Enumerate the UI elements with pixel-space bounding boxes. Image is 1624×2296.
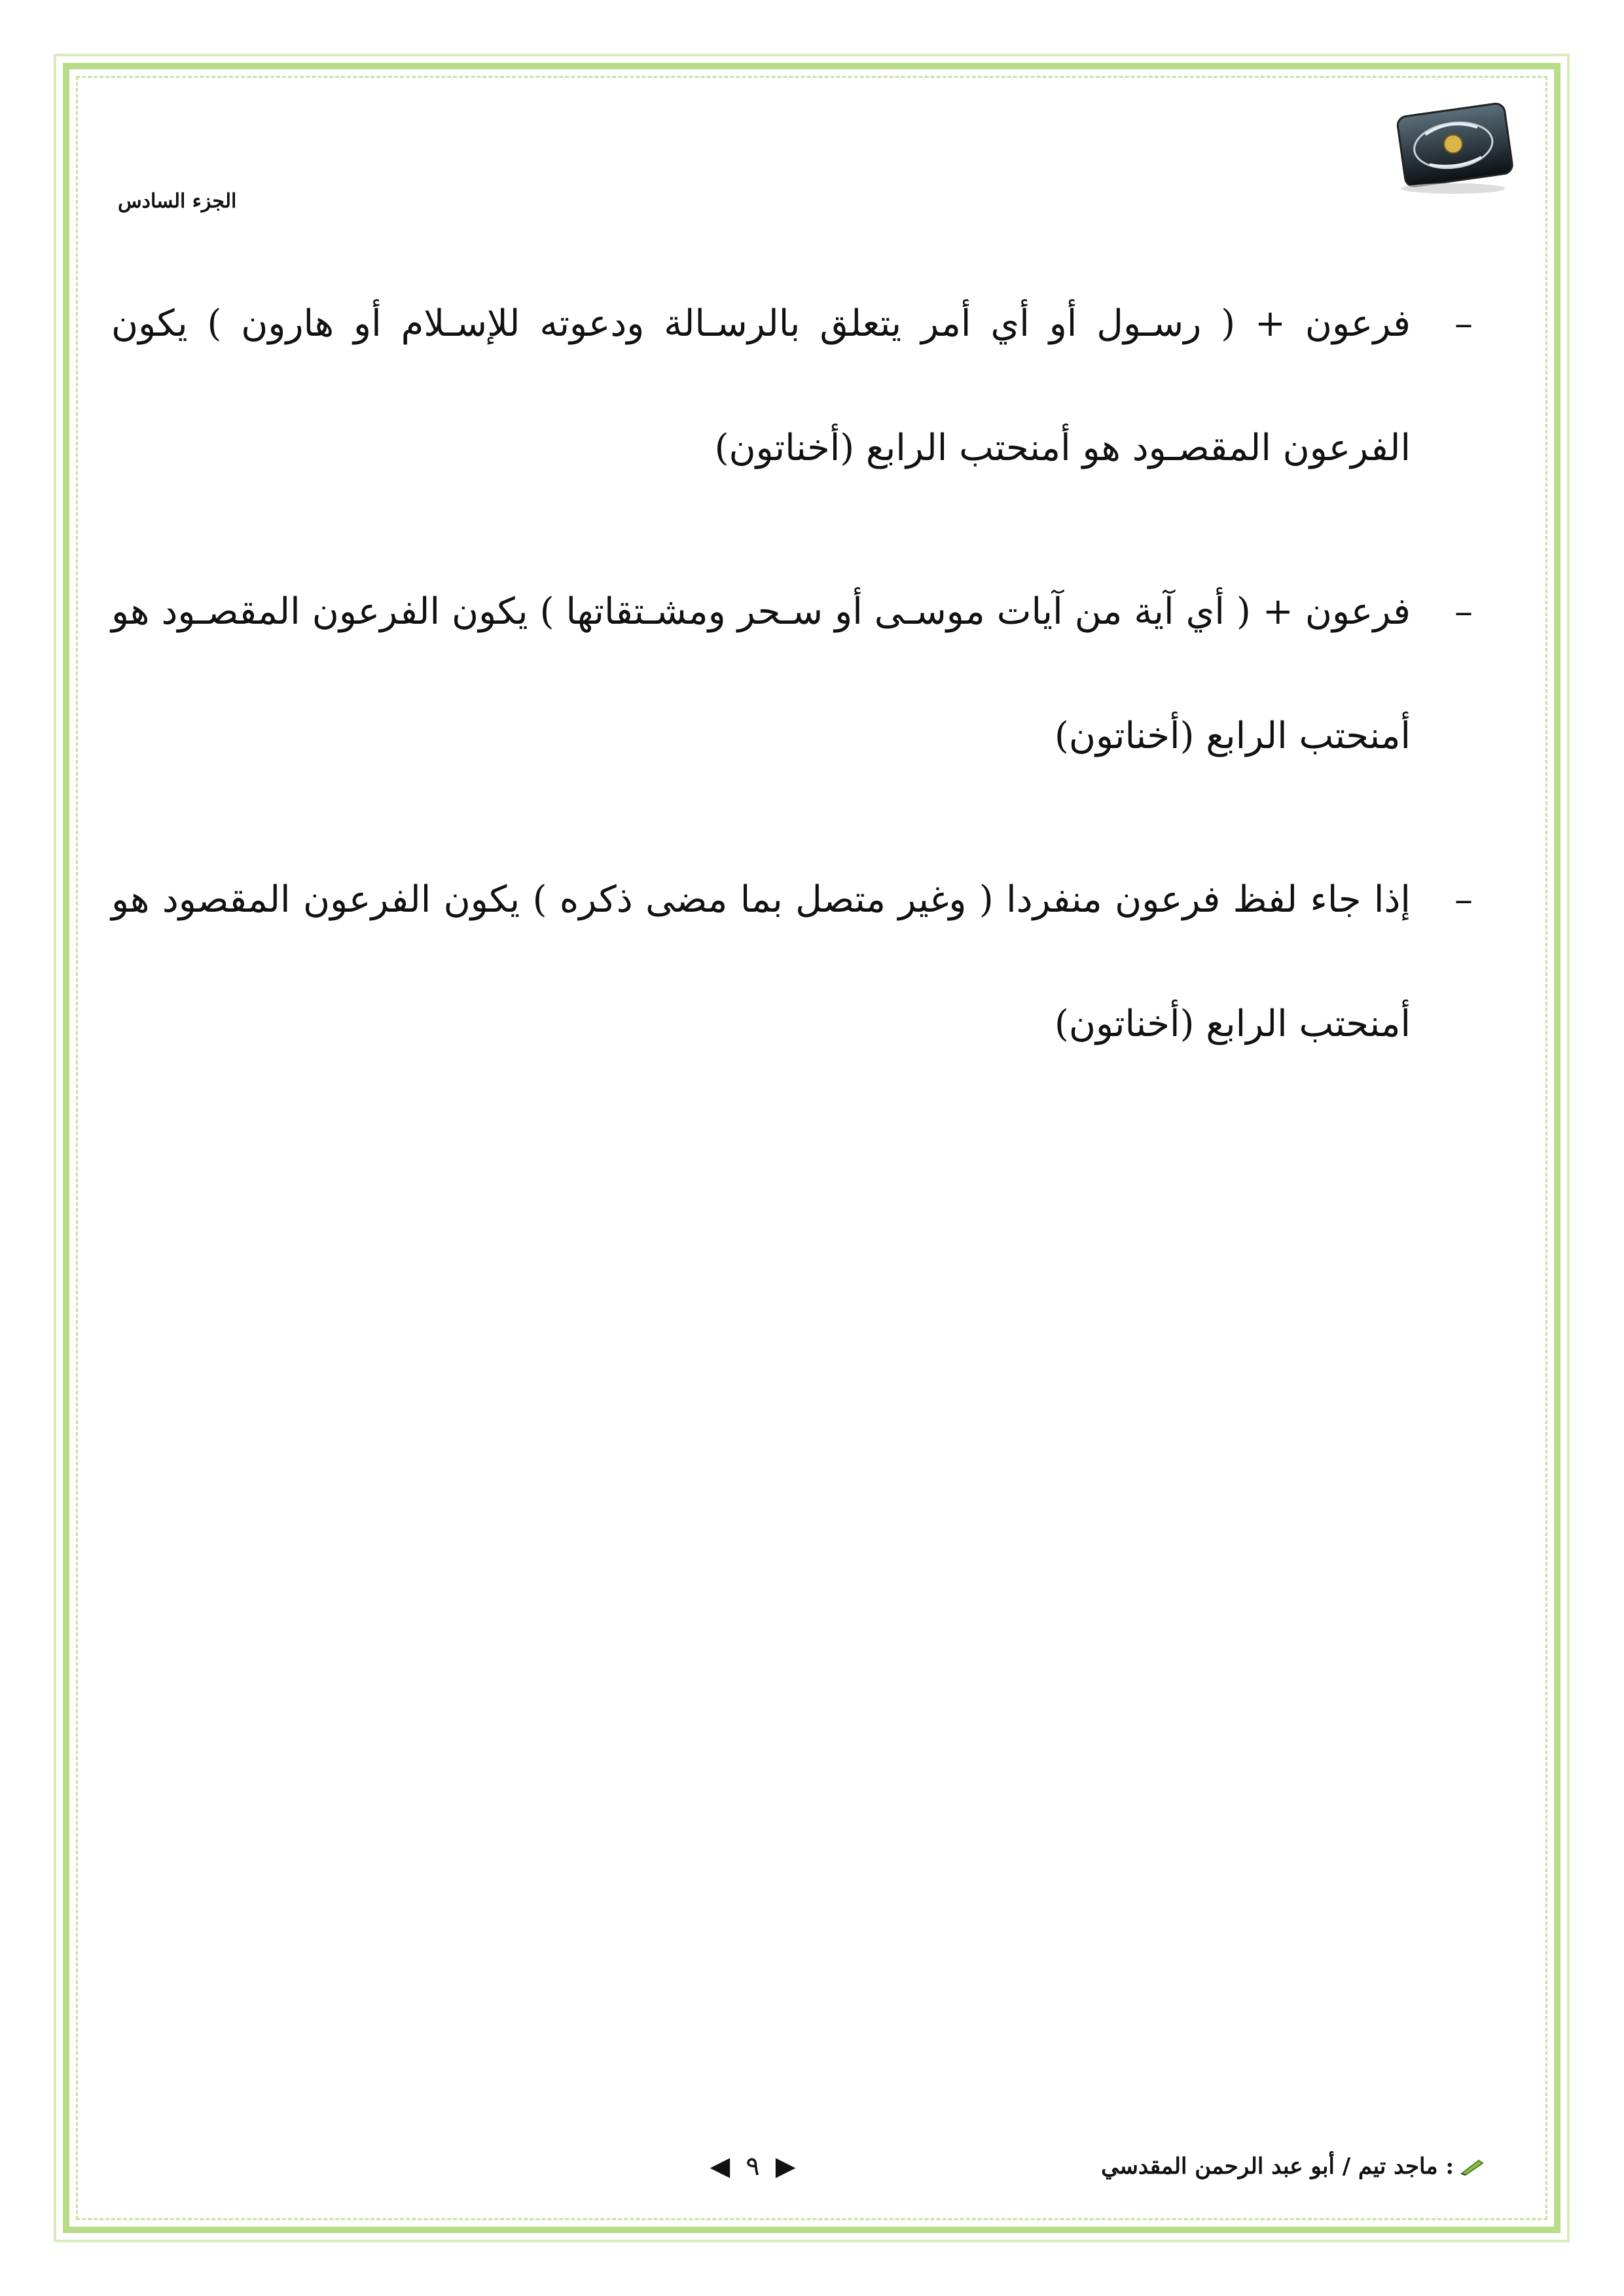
bullet-dash: – <box>1454 302 1473 345</box>
list-item <box>111 838 1473 1086</box>
list-item <box>111 262 1473 511</box>
list-item-text: فرعون + ( أي آية من آيات موسـى أو سـحر ومشـتقاتها ) يكون الفرعون المقصـود هو أمنحتب الرابع (أخناتون) <box>111 590 1411 757</box>
running-header: الجزء السادس <box>118 190 237 213</box>
list-item-text: إذا جاء لفظ فرعون منفردا ( وغير متصل بما مضى ذكره ) يكون الفرعون المقصود هو أمنحتب الرابع (أخناتون) <box>111 878 1411 1045</box>
pen-icon <box>1459 2157 1487 2176</box>
logo-emblem <box>1388 98 1519 196</box>
author-credit <box>1101 2153 1487 2179</box>
page-number: ٩ <box>746 2151 760 2181</box>
bullet-dash: – <box>1454 878 1473 921</box>
bullet-dash: – <box>1454 590 1473 633</box>
list-item <box>111 550 1473 798</box>
page-navigation <box>694 2147 812 2186</box>
previous-page-arrow-icon[interactable]: ◀ <box>710 2151 731 2181</box>
list-item-text: فرعون + ( رسـول أو أي أمر يتعلق بالرسـالة ودعوته للإسـلام أو هارون ) يكون الفرعون المقصـود هو أمنحتب الرابع (أخناتون) <box>111 302 1411 469</box>
next-page-arrow-icon[interactable]: ▶ <box>775 2151 796 2181</box>
content-list <box>111 262 1473 1126</box>
author-name: : ماجد تيم / أبو عبد الرحمن المقدسي <box>1101 2153 1454 2179</box>
